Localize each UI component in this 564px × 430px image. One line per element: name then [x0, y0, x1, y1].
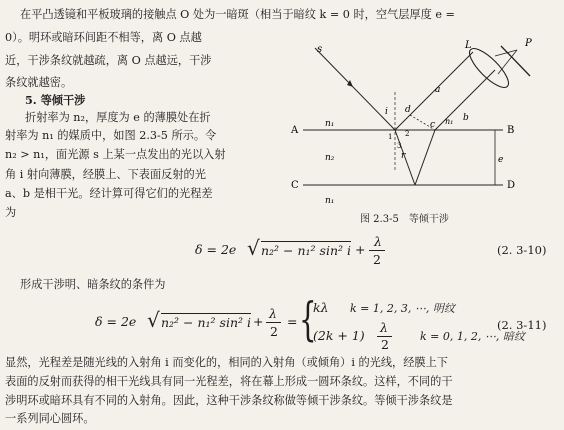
label-n1-right: n₁	[445, 117, 454, 126]
top-line-1: 在平凸透镜和平板玻璃的接触点 O 处为一暗斑（相当于暗纹 k = 0 时，空气层厚度 e =	[20, 8, 455, 21]
eq2-number: (2. 3-11)	[497, 318, 547, 332]
top-line-3: 近，干涉条纹就越疏，离 O 点越远，干涉	[5, 54, 212, 67]
thin-film-interference-figure	[285, 30, 560, 230]
section-heading: 5. 等倾干涉	[25, 93, 86, 107]
label-a: a	[435, 85, 441, 95]
label-e: e	[498, 155, 504, 165]
section-p4: 角 i 射向薄膜，经膜上、下表面反射的光	[5, 168, 206, 181]
section-p1: 折射率为 n₂，厚度为 e 的薄膜处在折	[25, 111, 211, 124]
label-D: D	[507, 180, 516, 191]
incident-ray	[315, 48, 395, 130]
eq2-case2-value: (2k + 1)	[313, 328, 365, 343]
top-line-4: 条纹就越密。	[5, 76, 73, 89]
top-line-2: 0）。明环或暗环间距不相等，离 O 点越	[5, 31, 202, 44]
label-c: c	[430, 120, 436, 130]
reflected-ray-a	[395, 52, 473, 130]
label-n1-top: n₁	[325, 119, 335, 129]
eq1-sqrt-body: n₂² − n₁² sin² i	[261, 243, 351, 258]
label-A: A	[291, 125, 299, 136]
eq2-case1-condition: k = 1, 2, 3, ⋯, 明纹	[350, 302, 455, 315]
label-n2: n₂	[325, 153, 335, 163]
eq2-lhs: δ = 2e	[95, 314, 137, 329]
eq1-number: (2. 3-10)	[497, 243, 547, 257]
eq2-case2-condition: k = 0, 1, 2, ⋯, 暗纹	[420, 330, 525, 343]
label-L: L	[465, 40, 472, 51]
label-d: d	[405, 105, 411, 115]
eq1-plus: +	[355, 242, 366, 257]
label-r: r	[401, 151, 406, 161]
conditions-intro: 形成干涉明、暗条纹的条件为	[20, 278, 166, 291]
eq2-case2-frac-num: λ	[380, 320, 388, 335]
label-n1-bottom: n₁	[325, 196, 335, 206]
label-1: 1	[388, 133, 393, 141]
internal-reflected-ray	[415, 130, 435, 185]
bottom-line-4: 一系列同心圆环。	[5, 412, 95, 425]
eq2-case1-value: kλ	[313, 300, 329, 315]
equation-2-3-10: δ = 2e √ n₂² − n₁² sin² i + λ 2	[195, 232, 395, 266]
section-p6: 为	[5, 206, 17, 219]
eq2-plus: +	[253, 314, 264, 329]
bottom-line-3: 涉明环或暗环具有不同的入射角。因此，这种干涉条纹称做等倾干涉条纹。等倾干涉条纹是	[5, 394, 453, 407]
label-b: b	[463, 113, 469, 123]
eq1-lhs: δ = 2e	[195, 242, 237, 257]
eq2-frac-den: 2	[270, 324, 278, 339]
label-i: i	[385, 107, 388, 117]
eq1-frac-num: λ	[374, 234, 382, 249]
eq1-frac-den: 2	[373, 252, 381, 267]
label-B: B	[507, 125, 515, 136]
label-P: P	[525, 38, 532, 49]
figure-caption: 图 2.3-5 等倾干涉	[360, 214, 449, 225]
equation-2-3-11: δ = 2e √ n₂² − n₁² sin² i + λ 2 = { kλ k = 1, 2, 3, ⋯, 明纹 (2k + 1) λ 2 k = 0, 1, 2, ⋯, 暗纹	[95, 292, 525, 352]
bottom-line-2: 表面的反射而获得的相干光线具有同一光程差，将在幕上形成一圆环条纹。这样，不同的干	[5, 375, 453, 388]
bottom-line-1: 显然，光程差是随光线的入射角 i 而变化的，相同的入射角（或倾角）i 的光线，经膜上下	[5, 356, 448, 369]
label-3: 3	[397, 142, 402, 150]
eq2-equals: =	[287, 314, 298, 329]
eq2-frac-num: λ	[269, 306, 277, 321]
label-C: C	[291, 180, 299, 191]
section-p2: 射率为 n₁ 的媒质中，如图 2.3-5 所示。令	[5, 129, 217, 142]
label-2: 2	[405, 130, 410, 138]
section-p3: n₂ > n₁，面光源 s 上某一点发出的光以入射	[5, 148, 226, 161]
eq2-case2-frac-den: 2	[381, 337, 389, 352]
label-s: s	[317, 44, 323, 55]
section-p5: a、b 是相干光。经计算可得它们的光程差	[5, 187, 213, 200]
eq2-sqrt-body: n₂² − n₁² sin² i	[161, 315, 251, 330]
